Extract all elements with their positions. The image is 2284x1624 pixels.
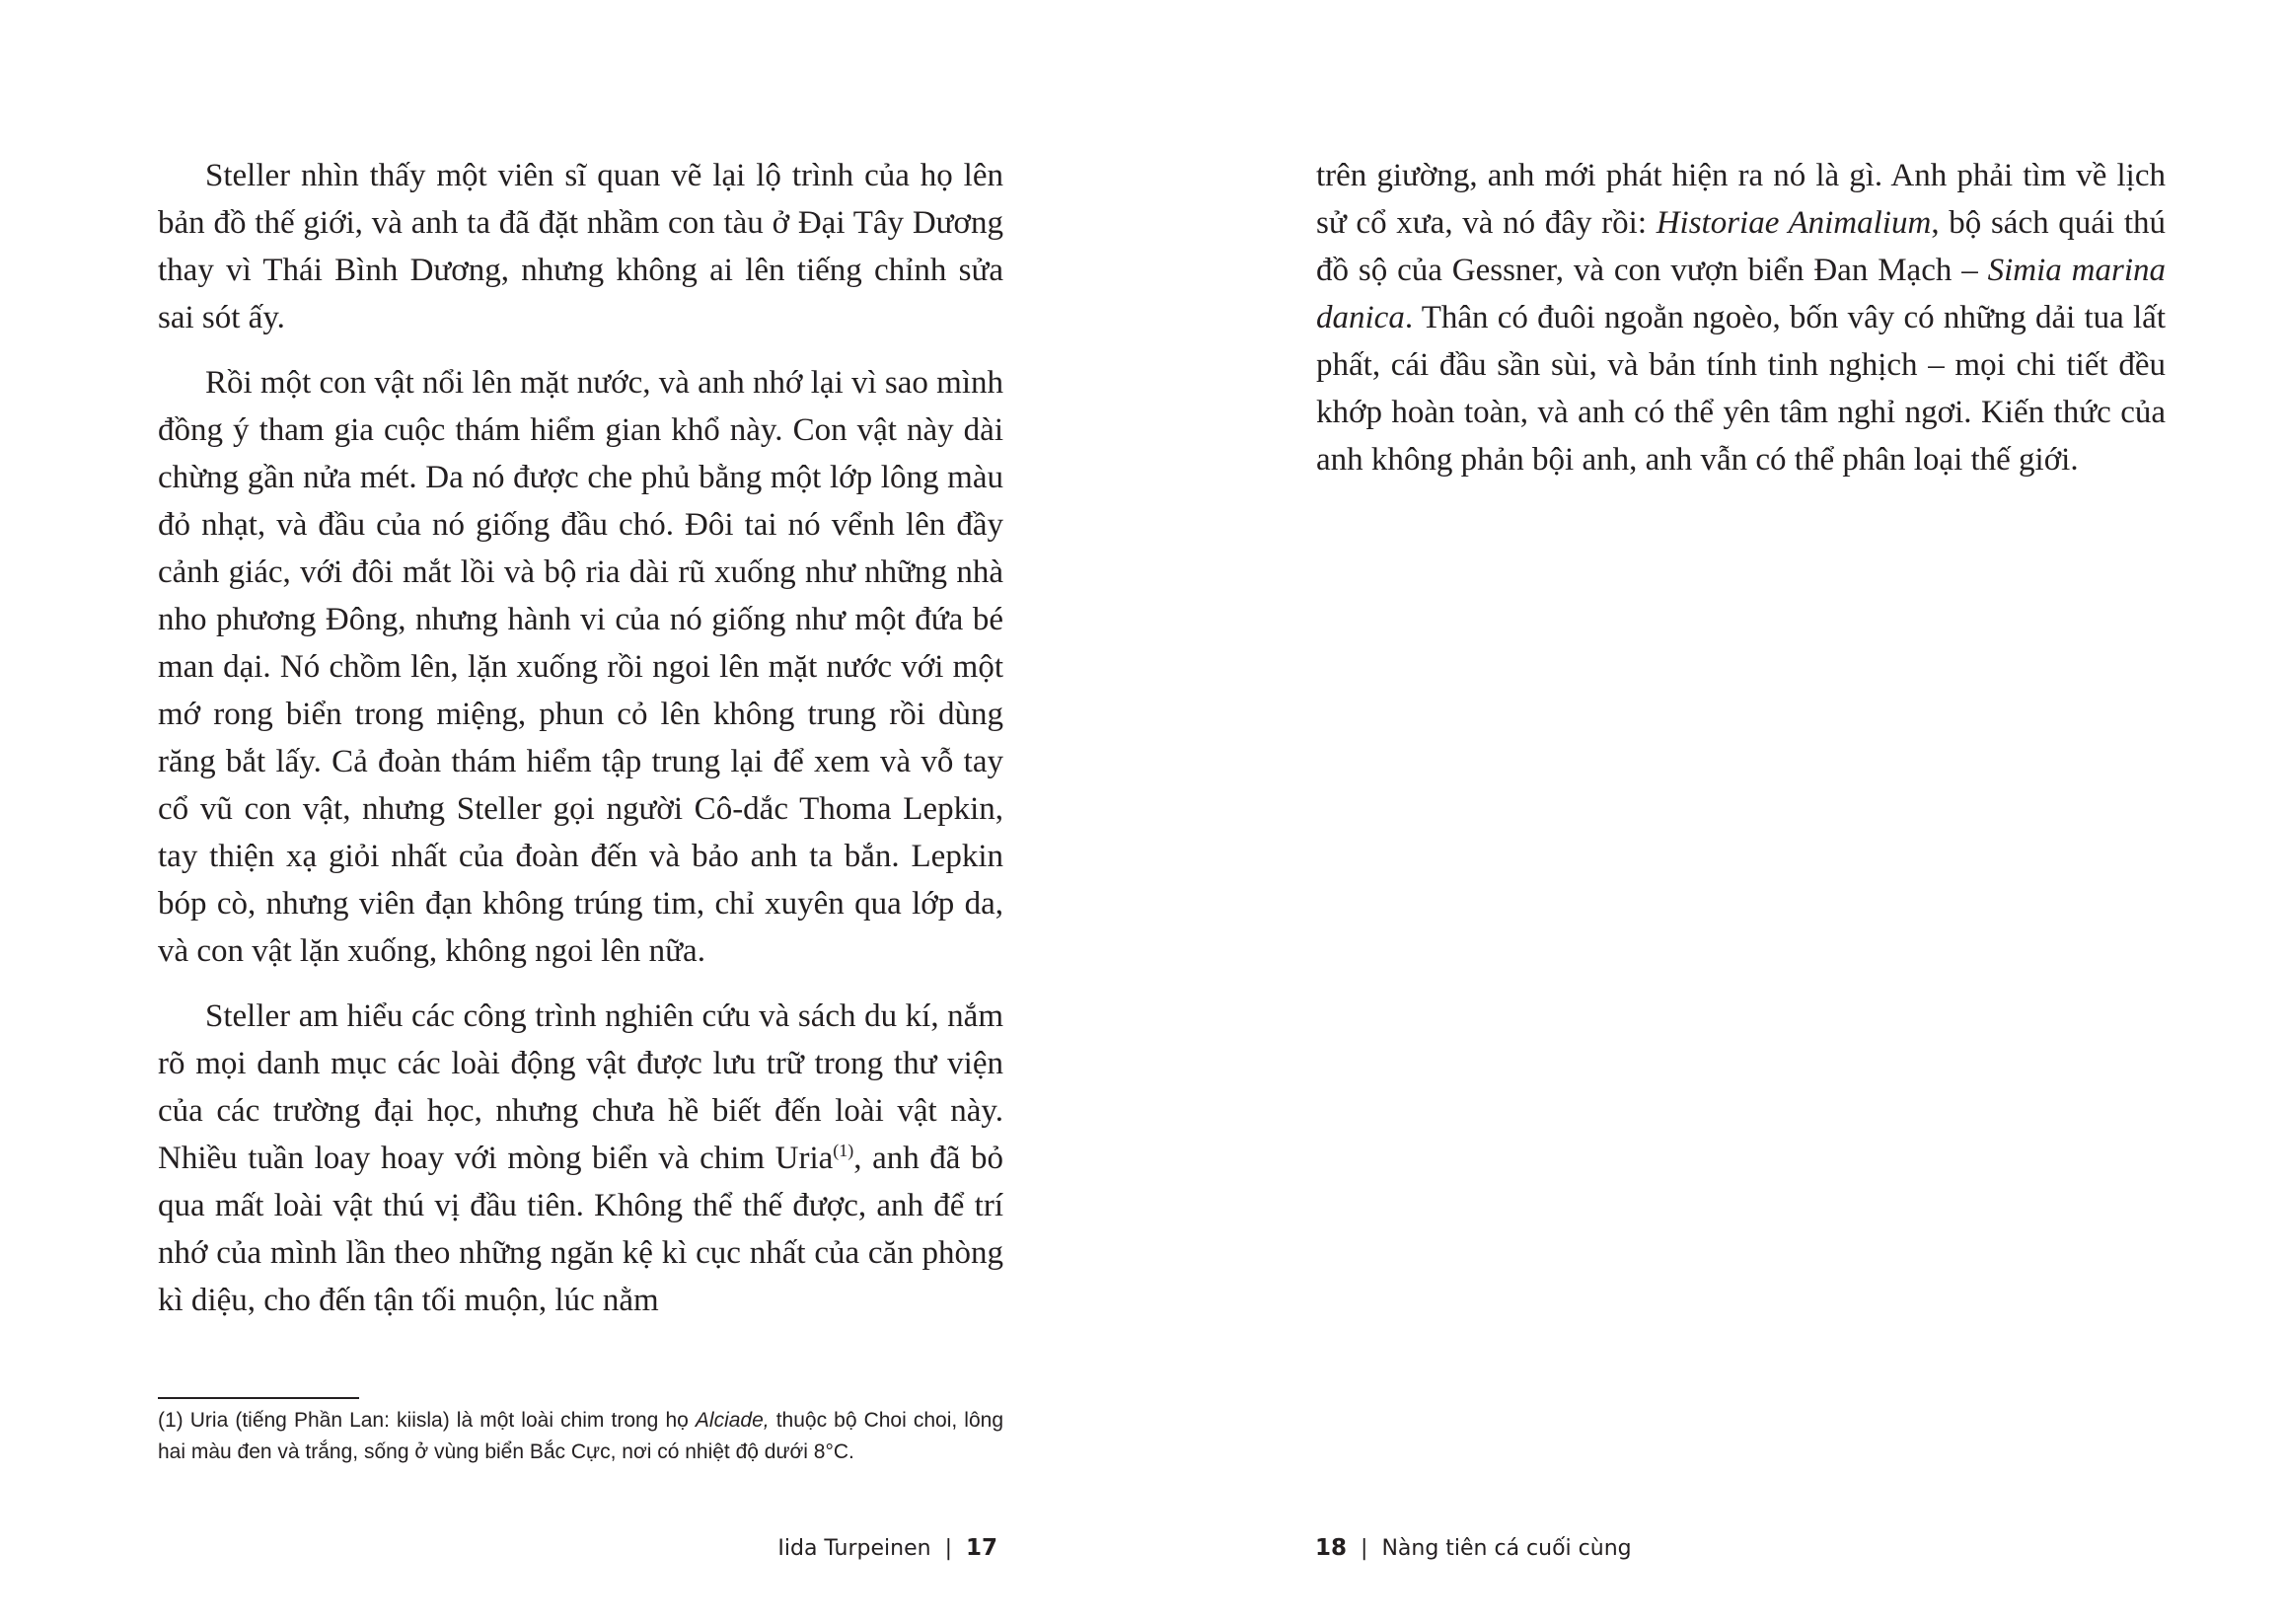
footnote-italic: Alciade, [695, 1409, 770, 1432]
paragraph-continued [1316, 152, 2166, 483]
italic-species-name: Simia marina danica [1316, 253, 2166, 335]
author-name: Iida Turpeinen [777, 1536, 931, 1561]
paragraph-3-part-2: , anh đã bỏ qua mất loài vật thú vị đầu tiên. Không thể thế được, anh để trí nhớ của mình lần theo những ngăn kệ kì cục nhất của căn phòng kì diệu, cho đến tận tối muộn, lúc nằm [158, 1141, 1004, 1318]
paragraph-2: Rồi một con vật nổi lên mặt nước, và anh nhớ lại vì sao mình đồng ý tham gia cuộc thám hiểm gian khổ này. Con vật này dài chừng gần nửa mét. Da nó được che phủ bằng một lớp lông màu đỏ nhạt, và đầu của nó giống đầu chó. Đôi tai nó vểnh lên đầy cảnh giác, với đôi mắt lồi và bộ ria dài rũ xuống như những nhà nho phương Đông, nhưng hành vi của nó giống như một đứa bé man dại. Nó chồm lên, lặn xuống rồi ngoi lên mặt nước với một mớ rong biển trong miệng, phun cỏ lên không trung rồi dùng răng bắt lấy. Cả đoàn thám hiểm tập trung lại để xem và vỗ tay cổ vũ con vật, nhưng Steller gọi người Cô-dắc Thoma Lepkin, tay thiện xạ giỏi nhất của đoàn đến và bảo anh ta bắn. Lepkin bóp cò, nhưng viên đạn không trúng tim, chỉ xuyên qua lớp da, và con vật lặn xuống, không ngoi lên nữa. [158, 365, 1003, 969]
footnote-divider [158, 1397, 359, 1399]
page-number-17: 17 [965, 1535, 997, 1561]
footnote [158, 1405, 1003, 1468]
right-text-1: trên giường, anh mới phát hiện ra nó là gì. Anh phải tìm về lịch sử cổ xưa, và nó đây rồi: [1316, 158, 2166, 241]
page-number-18: 18 [1315, 1535, 1348, 1561]
italic-title-historiae: Historiae Animalium [1656, 205, 1932, 241]
book-title: Nàng tiên cá cuối cùng [1381, 1536, 1632, 1561]
paragraph-3-part-1: Steller am hiểu các công trình nghiên cứu và sách du kí, nắm rõ mọi danh mục các loài động vật được lưu trữ trong thư viện của các trường đại học, nhưng chưa hề biết đến loài vật này. Nhiều tuần loay hoay với mòng biển và chim Uria [158, 998, 1003, 1176]
footer-separator: | [1361, 1536, 1368, 1561]
right-running-footer [1315, 1533, 1632, 1564]
left-body-text [158, 152, 1003, 1342]
footnote-text-2: thuộc bộ Choi choi, lông hai màu đen và trắng, sống ở vùng biển Bắc Cực, nơi có nhiệt độ dưới 8°C. [158, 1409, 1004, 1463]
left-running-footer [777, 1533, 997, 1564]
footnote-text-1: (1) Uria (tiếng Phần Lan: kiisla) là một loài chim trong họ [158, 1409, 696, 1432]
right-body-text [1316, 152, 2166, 501]
right-text-3: . Thân có đuôi ngoằn ngoèo, bốn vây có những dải tua lất phất, cái đầu sần sùi, và bản tính tinh nghịch – mọi chi tiết đều khớp hoàn toàn, và anh có thể yên tâm nghỉ ngơi. Kiến thức của anh không phản bội anh, anh vẫn có thể phân loại thế giới. [1316, 300, 2166, 478]
paragraph-3 [158, 993, 1003, 1324]
footnote-reference[interactable]: (1) [833, 1141, 854, 1160]
right-text-2: , bộ sách quái thú đồ sộ của Gessner, và con vượn biển Đan Mạch – [1316, 205, 2166, 288]
footer-separator: | [944, 1536, 952, 1561]
right-page [1142, 0, 2284, 1624]
paragraph-1: Steller nhìn thấy một viên sĩ quan vẽ lại lộ trình của họ lên bản đồ thế giới, và anh ta đã đặt nhầm con tàu ở Đại Tây Dương thay vì Thái Bình Dương, nhưng không ai lên tiếng chỉnh sửa sai sót ấy. [158, 158, 1003, 335]
